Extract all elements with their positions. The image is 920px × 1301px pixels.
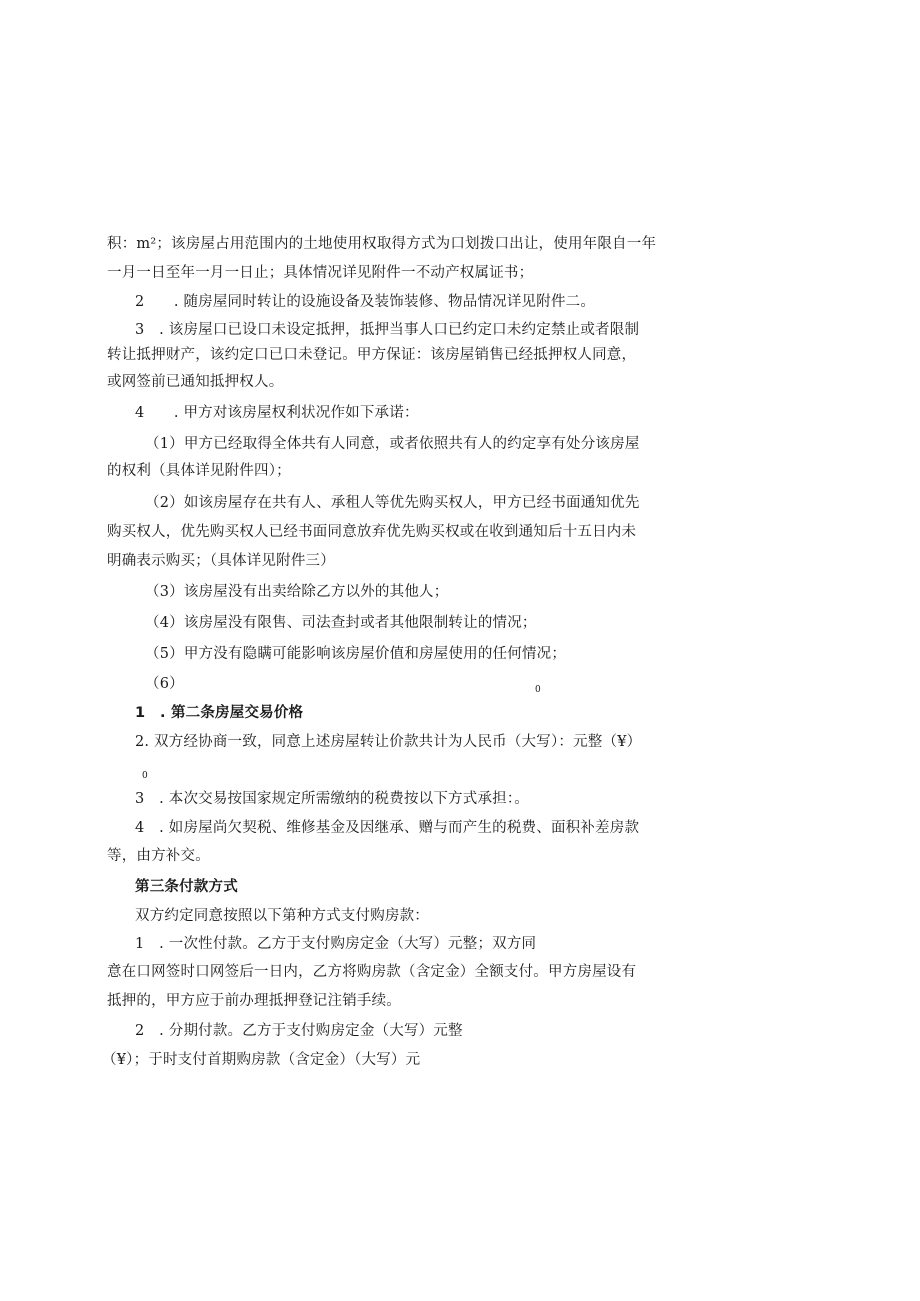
text-line-6: 或网签前已通知抵押权人。 [107,374,284,390]
text-line-12: 明确表示购买；（具体详见附件三） [107,553,335,569]
text-line-20: 3 . 本次交易按国家规定所需缴纳的税费按以下方式承担：。 [135,791,529,807]
text-line-10: （2）如该房屋存在共有人、承租人等优先购买权人，甲方已经书面通知优先 [145,495,640,511]
text-line-5: 转让抵押财产，该约定口已口未登记。甲方保证：该房屋销售已经抵押权人同意， [107,347,637,363]
section-heading-3: 第三条付款方式 [135,879,238,895]
text-line-29: （¥）；于时支付首期购房款（含定金）（大写）元 [102,1052,421,1068]
text-marker-2: 0 [142,771,148,781]
text-line-28: 2 . 分期付款。乙方于支付购房定金（大写）元整 [135,1023,463,1039]
text-line-8: （1）甲方已经取得全体共有人同意，或者依照共有人的约定享有处分该房屋 [145,436,640,452]
text-line-24: 双方约定同意按照以下第种方式支付购房款： [135,908,429,924]
text-line-25: 1 . 一次性付款。乙方于支付购房定金（大写）元整；双方同 [135,936,537,952]
text-line-7: 4 . 甲方对该房屋权利状况作如下承诺： [135,405,419,421]
text-line-9: 的权利（具体详见附件四）； [107,463,291,479]
text-line-21: 4 . 如房屋尚欠契税、维修基金及因继承、赠与而产生的税费、面积补差房款 [135,820,640,836]
text-line-16: （6） [145,676,184,692]
text-line-22: 等，由方补交。 [107,848,210,864]
section-heading-2: 1 . 第二条房屋交易价格 [135,705,304,721]
text-line-26: 意在口网签时口网签后一日内，乙方将购房款（含定金）全额支付。甲方房屋设有 [107,964,637,980]
text-line-2: 一月一日至年一月一日止；具体情况详见附件一不动产权属证书； [107,265,534,281]
text-line-27: 抵押的，甲方应于前办理抵押登记注销手续。 [107,993,401,1009]
text-line-11: 购买权人，优先购买权人已经书面同意放弃优先购买权或在收到通知后十五日内未 [107,524,637,540]
text-line-18: 2. 双方经协商一致，同意上述房屋转让价款共计为人民币（大写）：元整（¥） [135,734,642,750]
text-line-3: 2 . 随房屋同时转让的设施设备及装饰装修、物品情况详见附件二。 [135,294,596,310]
text-marker-1: 0 [535,685,541,695]
text-line-4: 3 . 该房屋口已设口未设定抵押，抵押当事人口已约定口未约定禁止或者限制 [135,322,640,338]
text-line-15: （5）甲方没有隐瞒可能影响该房屋价值和房屋使用的任何情况； [145,646,567,662]
text-line-13: （3）该房屋没有出卖给除乙方以外的其他人； [145,584,449,600]
text-line-14: （4）该房屋没有限售、司法查封或者其他限制转让的情况； [145,615,537,631]
text-line-1: 积：m²；该房屋占用范围内的土地使用权取得方式为口划拨口出让，使用年限自一年 [107,236,657,252]
